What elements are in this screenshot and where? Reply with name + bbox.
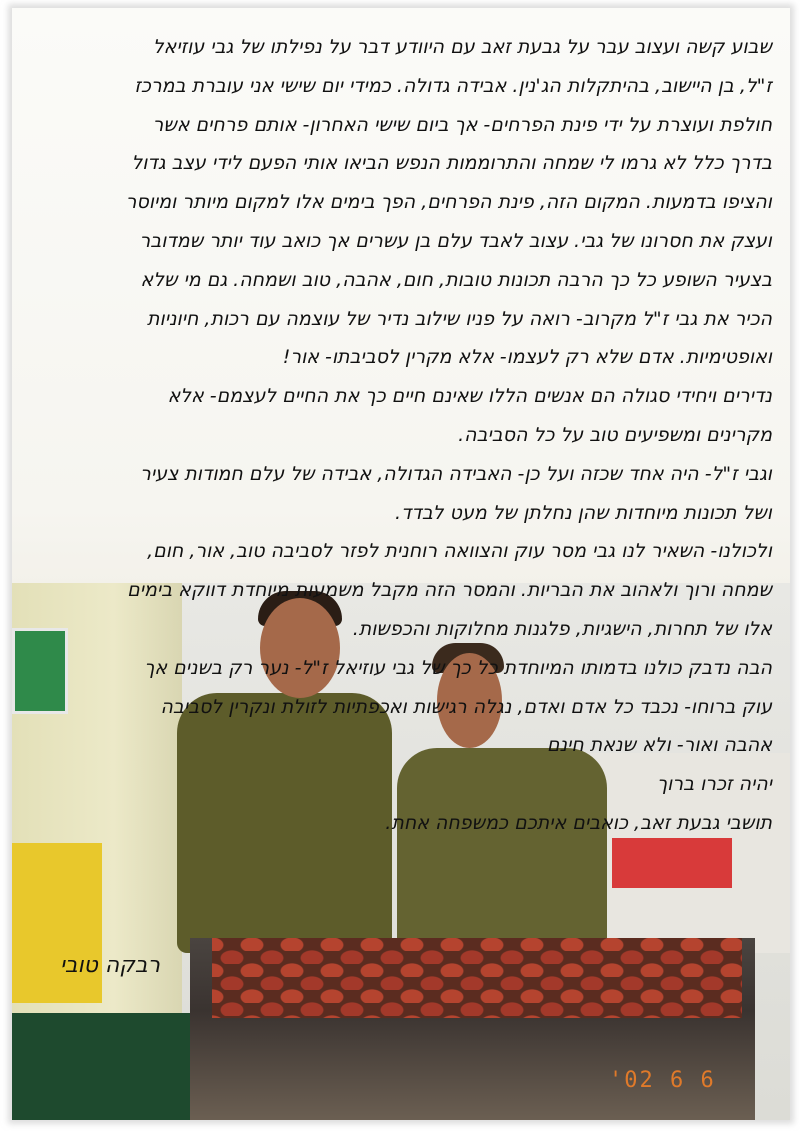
letter-line: ושל תכונות מיוחדות שהן נחלתן של מעט לבדד.	[395, 501, 772, 524]
photo-green-bin	[12, 1013, 192, 1120]
letter-line: יהיה זכרו ברוך	[656, 773, 772, 796]
letter-line: אלו של תחרות, הישגיות, פלגנות מחלוקות והכפשות.	[352, 617, 772, 640]
letter-line: שבוע קשה ועצוב עבר על גבעת זאב עם היוודע דבר על נפילתו של גבי עוזיאל	[152, 36, 772, 58]
letter-line: ז"ל, בן היישוב, בהיתקלות הג'נין. אבידה גדולה. כמידי יום שישי אני עוברת במרכז	[134, 74, 772, 97]
letter-line: בצעיר השופע כל כך הרבה תכונות טובות, חום, אהבה, טוב ושמחה. גם מי שלא	[140, 268, 772, 291]
letter-line: תושבי גבעת זאב, כואבים איתכם כמשפחה אחת.	[385, 811, 772, 834]
letter-line: נדירים ויחידי סגולה הם אנשים הללו שאינם חיים כך את החיים לעצמם- אלא	[167, 385, 772, 408]
letter-line: הכיר את גבי ז"ל מקרוב- רואה על פניו שילוב נדיר של עוצמה עם רכות, חיוניות	[147, 307, 772, 330]
letter-line: מקרינים ומשפיעים טוב על כל הסביבה.	[458, 423, 772, 446]
letter-line: הבה נדבק כולנו בדמותו המיוחדת כל כך של גבי עוזיאל ז"ל- נער רק בשנים אך	[144, 656, 772, 679]
letter-line: אהבה ואור- ולא שנאת חינם	[546, 734, 772, 757]
letter-line: ואופטימיות. אדם שלא רק לעצמו- אלא מקרין לסביבתו- אור!	[282, 346, 772, 369]
letter-line: ולכולנו- השאיר לנו גבי מסר עוק והצוואה רוחנית לפזר לסביבה טוב, אור, חום,	[147, 540, 772, 563]
letter-signature: רבקה טובי	[60, 953, 161, 978]
letter-line: ועצק את חסרונו של גבי. עצוב לאבד עלם בן עשרים אך כואב עוד יותר שמדובר	[139, 229, 772, 252]
paper-sheet	[12, 8, 790, 1120]
letter-line: והציפו בדמעות. המקום הזה, פינת הפרחים, הפך בימים אלו למקום מיותר ומיוסר	[125, 191, 772, 214]
letter-body	[42, 28, 772, 843]
photo-meat-on-grill	[212, 938, 742, 1018]
letter-line: וגבי ז"ל- היה אחד שכזה ועל כן- האבידה הגדולה, אבידה של עלם חמודות צעיר	[140, 462, 772, 485]
photo-red-stripe	[612, 838, 732, 888]
letter-line: שמחה ורוך ולאהוב את הבריות. והמסר הזה מקבל משמעות מיוחדת דווקא בימים	[127, 579, 772, 602]
photo-yellow-block	[12, 843, 102, 1003]
letter-line: חולפת ועוצרת על ידי פינת הפרחים- אך ביום שישי האחרון- אותם פרחים אשר	[152, 113, 772, 136]
photo-date-stamp: '02 6 6	[609, 1068, 716, 1093]
letter-line: עוק ברוחו- נכבד כל אדם ואדם, נגלה רגישות ואכפתיות לזולת ונקרין לסביבה	[160, 695, 772, 718]
letter-line: בדרך כלל לא גרמו לי שמחה והתרוממות הנפש הביאו אותי הפעם לידי עצב גדול	[131, 152, 772, 175]
